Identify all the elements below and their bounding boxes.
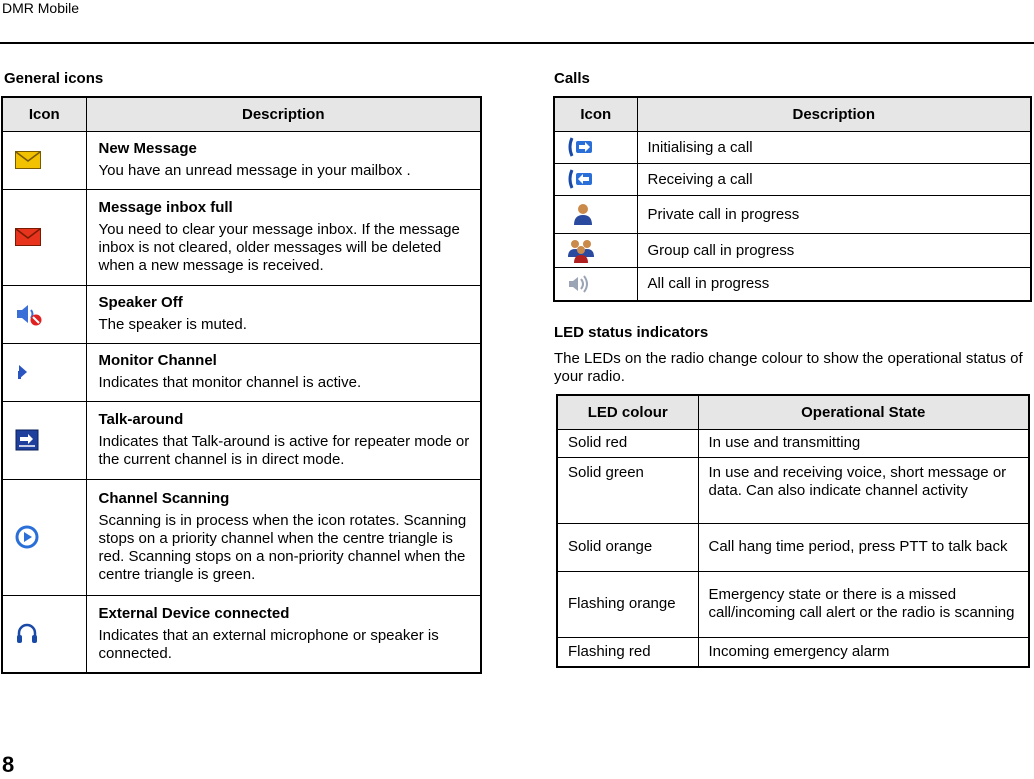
col-operational-state-header: Operational State [698, 395, 1029, 429]
headset-icon [15, 622, 86, 646]
row-text: Private call in progress [637, 195, 1031, 233]
row-title: Monitor Channel [98, 352, 217, 369]
general-icons-table [1, 96, 482, 674]
table-row [2, 285, 481, 343]
led-status-title: LED status indicators [554, 324, 709, 341]
call-incoming-icon [567, 168, 637, 190]
led-state-cell: Call hang time period, press PTT to talk back [698, 523, 1029, 571]
col-led-colour-header: LED colour [557, 395, 698, 429]
led-colour-cell: Solid orange [557, 523, 698, 571]
table-row [554, 163, 1031, 195]
row-text: You need to clear your message inbox. If the message inbox is not cleared, older messages will be deleted when a new message is received. [98, 221, 460, 274]
general-icons-title: General icons [4, 70, 104, 87]
row-title: External Device connected [98, 604, 290, 622]
table-header-row [2, 97, 481, 131]
call-outgoing-icon [567, 136, 637, 158]
header-rule [0, 42, 1034, 44]
led-colour-cell: Solid red [557, 429, 698, 457]
table-row [554, 131, 1031, 163]
page-number: 8 [2, 752, 15, 777]
row-text: Initialising a call [637, 131, 1031, 163]
calls-table [553, 96, 1032, 302]
led-table [556, 394, 1030, 668]
led-colour-cell: Flashing orange [557, 571, 698, 637]
row-title: Channel Scanning [98, 490, 230, 507]
monitor-channel-icon [15, 361, 86, 383]
speaker-off-icon [15, 302, 86, 326]
row-title: Message inbox full [98, 199, 233, 216]
table-row [2, 343, 481, 401]
row-text: Indicates that an external microphone or speaker is connected. [98, 626, 439, 662]
row-title: Speaker Off [98, 294, 183, 311]
table-row [2, 479, 481, 595]
envelope-icon [15, 151, 86, 169]
col-description-header: Description [637, 97, 1031, 131]
table-row [557, 637, 1029, 667]
table-row [557, 571, 1029, 637]
table-row [2, 401, 481, 479]
led-state-cell: Incoming emergency alarm [698, 637, 1029, 667]
table-row [557, 523, 1029, 571]
led-colour-cell: Flashing red [557, 637, 698, 667]
led-colour-cell: Solid green [557, 457, 698, 523]
table-row [2, 595, 481, 673]
led-intro-text: The LEDs on the radio change colour to show the operational status of your radio. [554, 350, 1023, 385]
led-state-cell: In use and transmitting [698, 429, 1029, 457]
table-header-row [557, 395, 1029, 429]
row-title: New Message [98, 140, 197, 157]
row-text: The speaker is muted. [98, 316, 247, 333]
group-call-icon [567, 237, 637, 263]
col-description-header: Description [86, 97, 481, 131]
col-icon-header: Icon [2, 97, 86, 131]
all-call-icon [567, 273, 637, 295]
row-text: Indicates that Talk-around is active for repeater mode or the current channel is in direct mode. [98, 433, 470, 468]
row-text: You have an unread message in your mailbox . [98, 162, 411, 179]
led-state-cell: In use and receiving voice, short message or data. Can also indicate channel activity [698, 457, 1029, 523]
led-state-cell: Emergency state or there is a missed call/incoming call alert or the radio is scanning [698, 571, 1029, 637]
table-row [2, 131, 481, 189]
table-row [554, 195, 1031, 233]
document-header-title: DMR Mobile [2, 0, 80, 16]
row-text: All call in progress [637, 267, 1031, 301]
col-icon-header: Icon [554, 97, 637, 131]
table-row [557, 457, 1029, 523]
row-text: Receiving a call [637, 163, 1031, 195]
table-row [554, 233, 1031, 267]
row-text: Scanning is in process when the icon rotates. Scanning stops on a priority channel when the centre triangle is red. Scanning stops on a non-priority channel when the centre triangle is green. [98, 512, 467, 583]
table-row [557, 429, 1029, 457]
table-row [2, 189, 481, 285]
talk-around-icon [15, 429, 86, 451]
row-text: Indicates that monitor channel is active. [98, 374, 362, 391]
calls-title: Calls [554, 70, 590, 87]
table-row [554, 267, 1031, 301]
envelope-full-icon [15, 228, 86, 246]
private-call-icon [567, 201, 637, 227]
table-header-row [554, 97, 1031, 131]
row-text: Group call in progress [637, 233, 1031, 267]
row-title: Talk-around [98, 411, 184, 428]
channel-scanning-icon [15, 525, 86, 549]
